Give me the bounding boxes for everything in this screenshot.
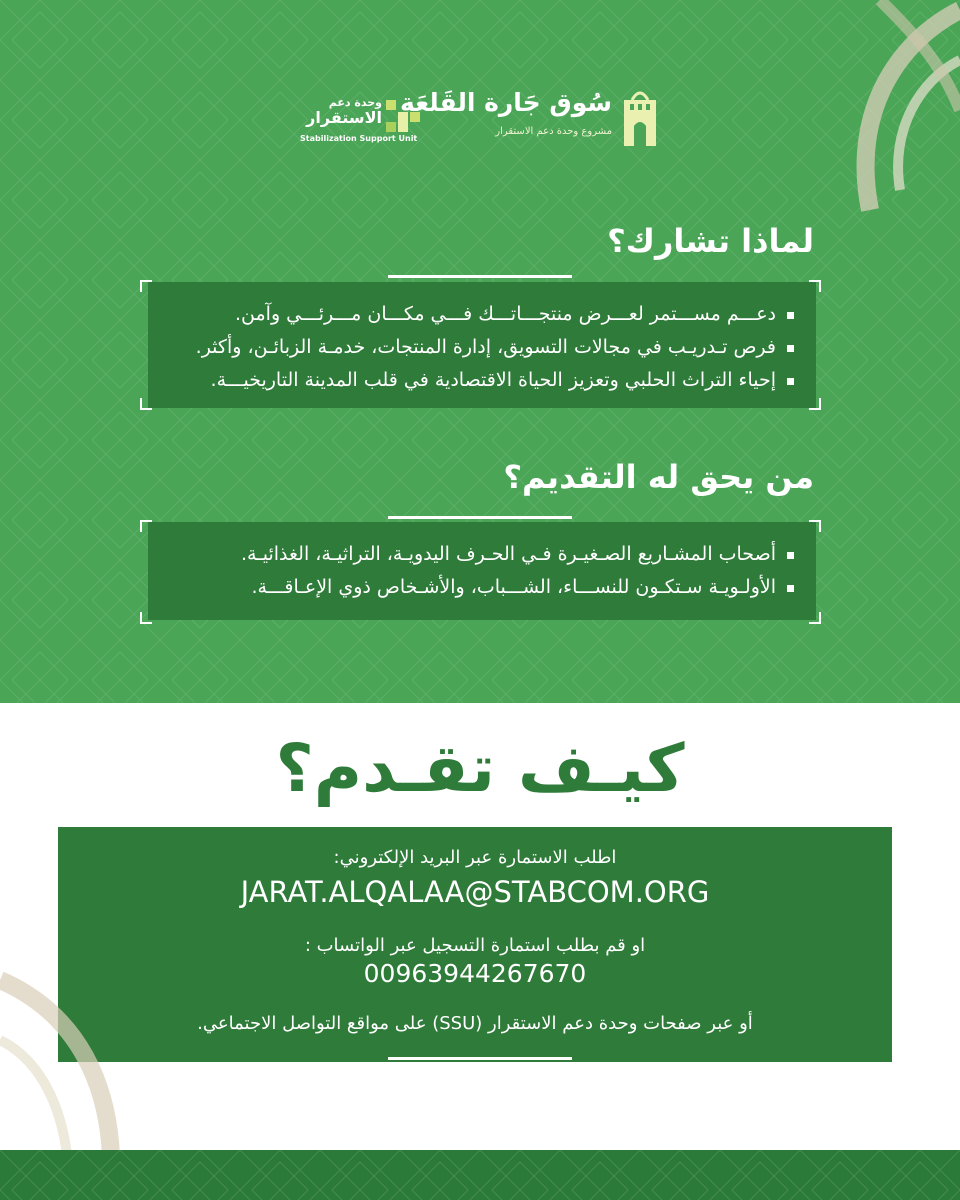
ssu-line1: وحدة دعم [328, 96, 382, 109]
eligibility-item: الأولـويـة سـتكـون للنســـاء، الشـــباب، والأشـخاص ذوي الإعـاقـــة. [158, 571, 794, 604]
why-divider [388, 275, 572, 278]
contact-divider [388, 1057, 572, 1060]
market-subtitle: مشروع وحدة دعم الاستقرار [495, 126, 612, 137]
eligibility-panel [148, 522, 816, 620]
market-title: سُوق جَارة القَلعَة [400, 88, 612, 117]
how-heading: كيـف تقـدم؟ [275, 730, 685, 807]
why-list [158, 298, 794, 397]
lantern-icon [620, 86, 660, 148]
why-item: إحياء التراث الحلبي وتعزيز الحياة الاقتصادية في قلب المدينة التاريخيـــة. [158, 364, 794, 397]
contact-panel [58, 827, 892, 1062]
email-address[interactable]: JARAT.ALQALAA@STABCOM.ORG [240, 875, 710, 909]
eligibility-list [158, 538, 794, 604]
why-item: دعـــم مســـتمر لعـــرض منتجـــاتـــك فـــي مكـــان مـــرئـــي وآمن. [158, 298, 794, 331]
ssu-line2: الاستقرار [306, 108, 382, 127]
market-logo [400, 86, 660, 152]
why-item: فرص تـدريـب في مجالات التسويق، إدارة المنتجات، خدمـة الزبائـن، وأكثر. [158, 331, 794, 364]
why-heading: لماذا تشارك؟ [607, 222, 814, 260]
whatsapp-label: او قم بطلب استمارة التسجيل عبر الواتساب : [304, 935, 646, 956]
whatsapp-number[interactable]: 00963944267670 [363, 959, 587, 988]
decorative-arch-icon [760, 0, 960, 230]
email-label: اطلب الاستمارة عبر البريد الإلكتروني: [333, 847, 617, 868]
eligibility-heading: من يحق له التقديم؟ [503, 458, 814, 496]
bottom-strip [0, 1150, 960, 1200]
ssu-english: Stabilization Support Unit [300, 134, 418, 143]
eligibility-item: أصحاب المشـاريع الصـغيـرة فـي الحـرف اليدويـة، التراثيـة، الغذائيـة. [158, 538, 794, 571]
bottom-pattern [0, 1150, 960, 1200]
eligibility-divider [388, 516, 572, 519]
social-text: أو عبر صفحات وحدة دعم الاستقرار (SSU) على مواقع التواصل الاجتماعي. [197, 1013, 753, 1034]
why-panel [148, 282, 816, 408]
